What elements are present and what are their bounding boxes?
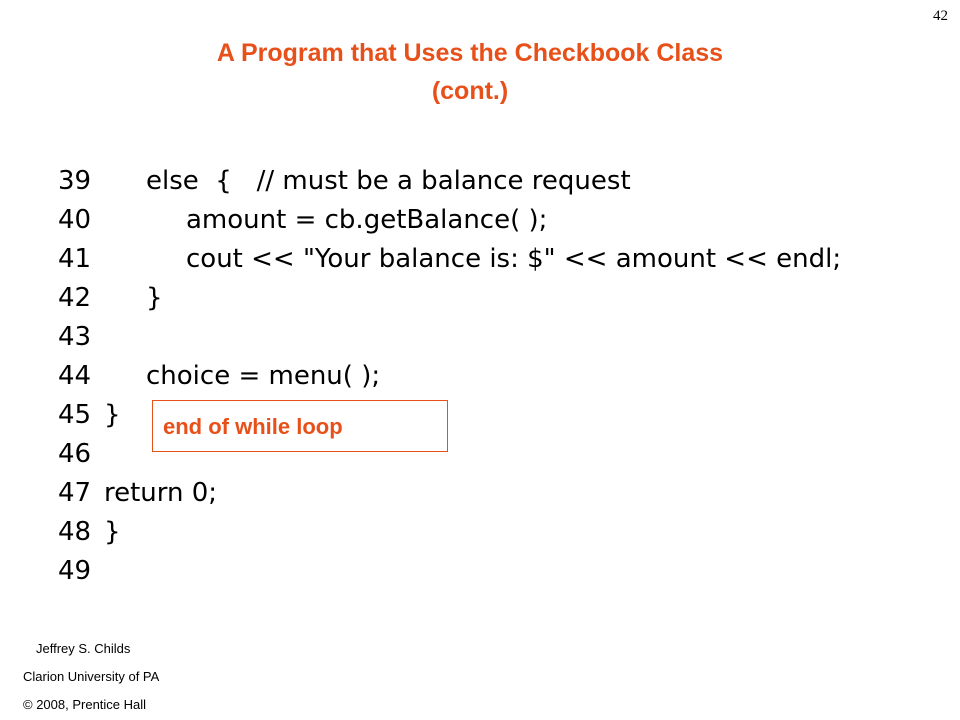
line-number: 39	[58, 166, 92, 196]
callout-end-of-while-loop: end of while loop	[152, 400, 448, 452]
code-text: cout << "Your balance is: $" << amount << endl;	[186, 244, 842, 274]
line-number: 42	[58, 283, 92, 313]
code-text: }	[104, 400, 121, 430]
code-text: choice = menu( );	[146, 361, 381, 391]
line-number: 49	[58, 556, 92, 586]
page-number: 42	[933, 8, 948, 24]
line-number: 47	[58, 478, 92, 508]
slide-title-line-1: A Program that Uses the Checkbook Class	[216, 39, 724, 67]
line-number: 46	[58, 439, 92, 469]
line-number: 43	[58, 322, 92, 352]
line-number: 44	[58, 361, 92, 391]
slide-title-line-2: (cont.)	[431, 77, 509, 105]
footer-institution: Clarion University of PA	[23, 669, 160, 684]
slide-title	[0, 34, 940, 110]
line-number: 41	[58, 244, 92, 274]
line-number: 40	[58, 205, 92, 235]
code-text: return 0;	[104, 478, 218, 508]
code-text: }	[104, 517, 121, 547]
footer-copyright: © 2008, Prentice Hall	[23, 697, 147, 712]
line-number: 48	[58, 517, 92, 547]
code-text: else { // must be a balance request	[146, 166, 631, 196]
footer-author: Jeffrey S. Childs	[36, 641, 131, 656]
code-text: }	[146, 283, 163, 313]
line-number: 45	[58, 400, 92, 430]
code-text: amount = cb.getBalance( );	[186, 205, 548, 235]
